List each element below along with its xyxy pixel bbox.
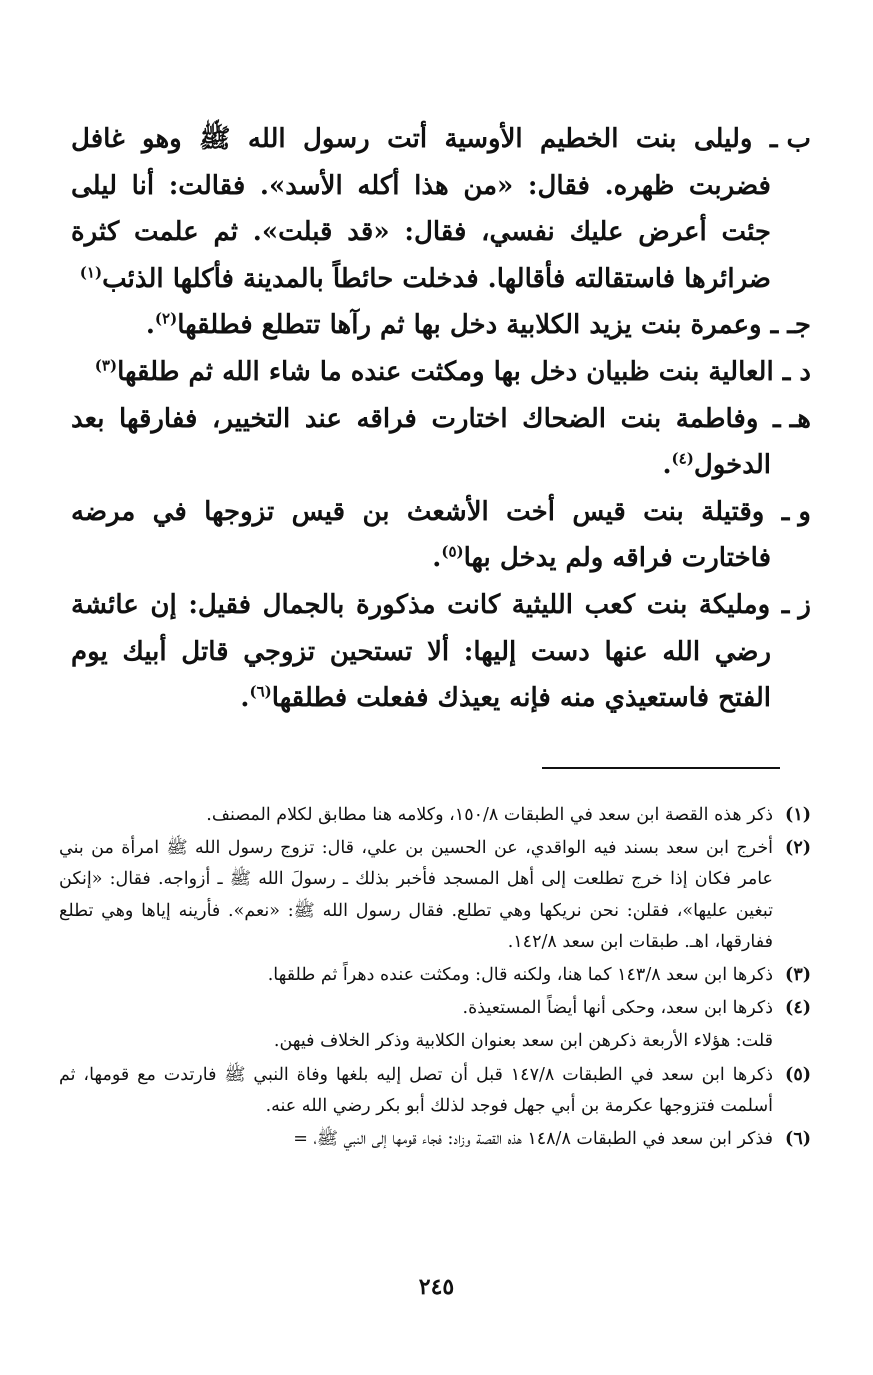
item-tail: . bbox=[662, 450, 672, 481]
list-item bbox=[71, 582, 811, 722]
footnote bbox=[59, 960, 811, 991]
list-item bbox=[71, 302, 811, 349]
footnote-number: (٤) bbox=[785, 998, 811, 1019]
item-tail: . bbox=[432, 543, 442, 574]
footnote-text: ذكرها ابن سعد، وحكى أنها أيضاً المستعيذة. bbox=[462, 998, 773, 1019]
footnote-divider bbox=[542, 767, 780, 769]
footnote-ref: (٤) bbox=[671, 449, 694, 468]
page-number: ٢٤٥ bbox=[418, 1274, 455, 1300]
item-marker: ز ـ bbox=[781, 589, 811, 620]
footnote-ref: (٥) bbox=[441, 542, 464, 561]
footnote bbox=[59, 800, 811, 831]
footnote-text: ذكر هذه القصة ابن سعد في الطبقات ١٥٠/٨، وكلامه هنا مطابق لكلام المصنف. bbox=[206, 805, 773, 825]
footnote-text: قلت: هؤلاء الأربعة ذكرهن ابن سعد بعنوان الكلابية وذكر الخلاف فيهن. bbox=[273, 1031, 773, 1052]
item-text: وعمرة بنت يزيد الكلابية دخل بها ثم رآها تتطلع فطلقها bbox=[177, 310, 762, 341]
item-tail: . bbox=[240, 683, 250, 714]
footnote-text: فذكر ابن سعد في الطبقات ١٤٨/٨ هذه القصة وزاد: فجاء قومها إلى النبي ﷺ، = bbox=[293, 1129, 773, 1150]
footnote bbox=[59, 833, 811, 958]
list-item bbox=[71, 349, 811, 396]
footnote bbox=[59, 993, 811, 1024]
footnote-text: أخرج ابن سعد بسند فيه الواقدي، عن الحسين بن علي، قال: تزوج رسول الله ﷺ امرأة من بني عامر فكان إذا خرج تطلعت إلى أهل المسجد فأخبر بذلك ـ رسولَ الله ﷺ ـ أزواجه. فقال: «إنكن تبغين عليها»، فقلن: نحن نريكها وهي تطلع. فقال رسول الله ﷺ: «نعم». فأرينه إياها وهي تطلع ففارقها، اهـ. طبقات ابن سعد ١٤٢/٨. bbox=[59, 838, 773, 952]
footnote-ref: (١) bbox=[79, 263, 103, 282]
item-marker: جـ ـ bbox=[770, 310, 811, 341]
footnote bbox=[59, 1124, 811, 1155]
footnote-ref: (٦) bbox=[249, 682, 272, 701]
item-text: وقتيلة بنت قيس أخت الأشعث بن قيس تزوجها في مرضه فاختارت فراقه ولم يدخل بها bbox=[71, 496, 771, 574]
item-text: وفاطمة بنت الضحاك اختارت فراقه عند التخيير، ففارقها بعد الدخول bbox=[71, 403, 771, 481]
footnote-number: (٥) bbox=[785, 1064, 811, 1085]
footnote-text: ذكرها ابن سعد ١٤٣/٨ كما هنا، ولكنه قال: ومكثت عنده دهراً ثم طلقها. bbox=[267, 965, 773, 986]
list-item bbox=[71, 396, 811, 489]
footnote-number: (١) bbox=[785, 805, 811, 825]
footnote-number: (٢) bbox=[785, 838, 811, 859]
footnote-number: (٦) bbox=[785, 1129, 811, 1150]
main-text bbox=[71, 116, 811, 722]
footnotes bbox=[59, 800, 811, 1157]
list-item bbox=[71, 489, 811, 582]
item-marker: ب ـ bbox=[769, 124, 811, 154]
footnote-ref: (٣) bbox=[94, 356, 118, 375]
item-text: العالية بنت ظبيان دخل بها ومكثت عنده ما شاء الله ثم طلقها bbox=[117, 356, 774, 387]
item-marker: هـ ـ bbox=[772, 403, 811, 434]
item-tail: . bbox=[145, 310, 155, 341]
item-marker: د ـ bbox=[782, 356, 811, 387]
item-marker: و ـ bbox=[781, 496, 811, 527]
footnote-continuation bbox=[59, 1026, 811, 1057]
list-item bbox=[71, 116, 811, 302]
footnote-ref: (٢) bbox=[154, 309, 178, 328]
item-text: وليلى بنت الخطيم الأوسية أتت رسول الله ﷺ وهو غافل فضربت ظهره. فقال: «من هذا أكله الأسد». فقالت: أنا ليلى جئت أعرض عليك نفسي، فقال: «قد قبلت». ثم علمت كثرة ضرائرها فاستقالته فأقالها. فدخلت حائطاً بالمدينة فأكلها الذئب bbox=[71, 124, 771, 294]
footnote bbox=[59, 1060, 811, 1122]
item-text: ومليكة بنت كعب الليثية كانت مذكورة بالجمال فقيل: إن عائشة رضي الله عنها دست إليها: ألا تستحين تزوجي قاتل أبيك يوم الفتح فاستعيذي منه فإنه يعيذك ففعلت فطلقها bbox=[71, 589, 771, 714]
footnote-text: ذكرها ابن سعد في الطبقات ١٤٧/٨ قبل أن تصل إليه بلغها وفاة النبي ﷺ فارتدت مع قومها، ثم أسلمت فتزوجها عكرمة بن أبي جهل فوجد لذلك أبو بكر رضي الله عنه. bbox=[59, 1064, 773, 1116]
footnote-number: (٣) bbox=[785, 965, 811, 986]
